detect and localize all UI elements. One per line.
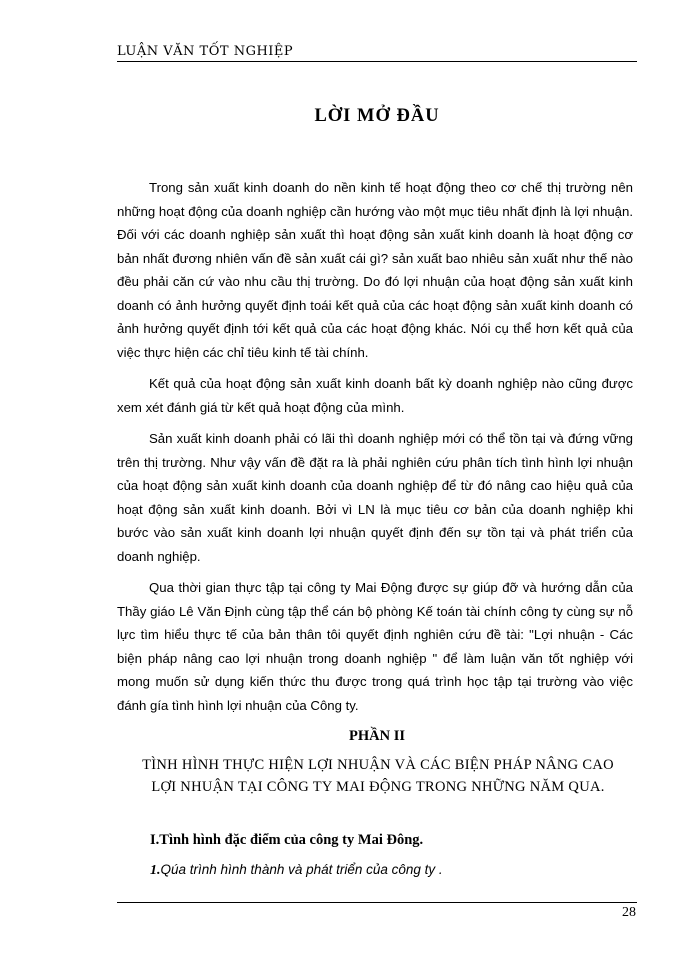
subsection-text: Qúa trình hình thành và phát triển của công ty . [160,862,443,877]
header-text: LUẬN VĂN TỐT NGHIỆP [117,44,294,59]
page-number: 28 [622,905,636,920]
part-title: TÌNH HÌNH THỰC HIỆN LỢI NHUẬN VÀ CÁC BIỆN PHÁP NÂNG CAO LỢI NHUẬN TẠI CÔNG TY MAI ĐỘNG TRONG NHỮNG NĂM QUA. [142,757,614,795]
page-title: LỜI MỞ ĐẦU [314,106,440,126]
subsection-number: 1. [150,863,161,878]
running-header [117,44,637,62]
paragraph-3: Sản xuất kinh doanh phải có lãi thì doanh nghiệp mới có thể tồn tại và đứng vững trên thị trường. Như vậy vấn đề đặt ra là phải nghiên cứu phân tích tình hình lợi nhuận của hoạt động sản xuất kinh doanh của doanh nghiệp để từ đó nâng cao hiệu quả của hoạt động sản xuất kinh doanh. Bởi vì LN là mục tiêu cơ bản của doanh nghiệp khi bước vào sản xuất kinh doanh lợi nhuận quyết định đến sự tồn tại và phát triển của doanh nghiệp. [117,431,633,564]
paragraph-2: Kết quả của hoạt động sản xuất kinh doanh bất kỳ doanh nghiệp nào cũng được xem xét đánh giá từ kết quả hoạt động của mình. [117,376,633,415]
section-heading: I.Tình hình đặc điểm của công ty Mai Đông. [150,832,424,848]
part-label: PHẦN II [349,728,405,744]
paragraph-1: Trong sản xuất kinh doanh do nền kinh tế hoạt động theo cơ chế thị trường nên những hoạt động của doanh nghiệp cần hướng vào một mục tiêu nhất định là lợi nhuận. Đối với các doanh nghiệp sản xuất thì hoạt động sản xuất kinh doanh là hoạt động cơ bản nhất đương nhiên vấn đề sản xuất cái gì? sản xuất bao nhiêu sản xuất như thế nào đều phải căn cứ vào nhu cầu thị trường. Do đó lợi nhuận của hoạt động sản xuất kinh doanh có ảnh hưởng quyết định toái kết quả của các hoạt động sản xuất kinh doanh có ảnh hưởng quyết định tới kết quả của các hoạt động khác. Nói cụ thể hơn kết quả của việc thực hiện các chỉ tiêu kinh tế tài chính. [117,180,633,360]
body-text [117,176,633,725]
paragraph-4: Qua thời gian thực tập tại công ty Mai Động được sự giúp đỡ và hướng dẫn của Thầy giáo Lê Văn Định cùng tập thể cán bộ phòng Kế toán tài chính công ty cùng sự nỗ lực tìm hiểu thực tế của bản thân tôi quyết định nghiên cứu đề tài: "Lợi nhuận - Các biện pháp nâng cao lợi nhuận trong doanh nghiệp " để làm luận văn tốt nghiệp với mong muốn sử dụng kiến thức thu được trong quá trình học tập tại trường vào việc đánh gía tình hình lợi nhuận của Công ty. [117,580,633,713]
subsection-heading [150,862,443,879]
footer-divider [117,902,637,903]
